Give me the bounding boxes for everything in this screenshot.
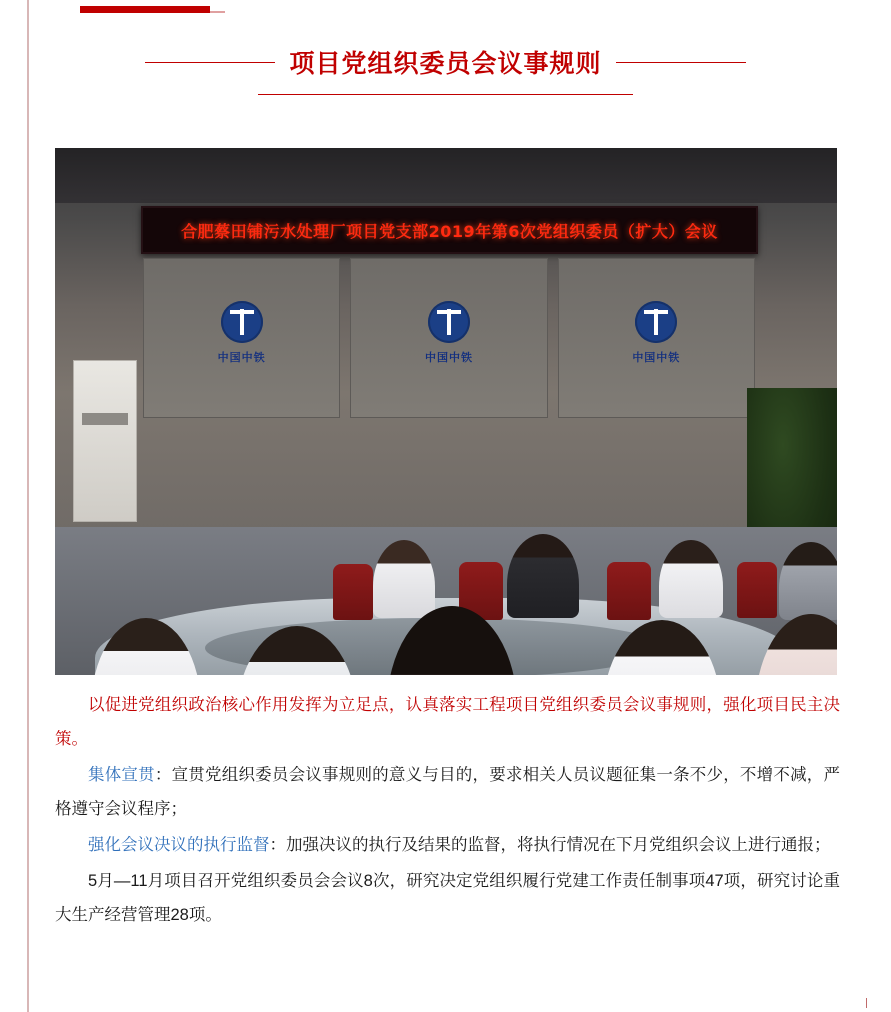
bottom-decorative-tick: [866, 998, 867, 1008]
title-row: [0, 44, 891, 80]
crrc-logo-icon: [221, 301, 263, 343]
page-title-block: [0, 44, 891, 95]
logo-caption: 中国中铁: [424, 352, 473, 364]
led-banner-text: 合肥蔡田铺污水处理厂项目党支部2019年第6次党组织委员（扩大）会议: [181, 221, 718, 241]
title-rule-right: [616, 62, 746, 63]
meeting-photo: [55, 148, 837, 675]
page-title: 项目党组织委员会议事规则: [289, 50, 602, 78]
paragraph-2: [55, 758, 840, 826]
air-conditioner-unit: [73, 360, 137, 522]
title-rule-left: [145, 62, 275, 63]
paragraph-2-text: ：宣贯党组织委员会议事规则的意义与目的，要求相关人员议题征集一条不少，不增不减，严格遵守会议程序；: [55, 766, 841, 818]
crrc-logo-icon: [635, 301, 677, 343]
paragraph-3: [55, 828, 840, 862]
top-accent-extension: [210, 11, 225, 13]
paragraph-3-lead: 强化会议决议的执行监督: [88, 836, 270, 854]
left-decorative-rule: [27, 0, 29, 1012]
wall-panel: [558, 258, 755, 418]
wall-panels: [143, 258, 755, 418]
chair-far-4: [737, 562, 777, 618]
document-body: [55, 688, 840, 934]
top-accent-thin-bar: [80, 11, 210, 13]
logo-caption: 中国中铁: [632, 352, 681, 364]
logo-caption: 中国中铁: [217, 352, 266, 364]
title-underline: [258, 94, 633, 95]
paragraph-1: 以促进党组织政治核心作用发挥为立足点，认真落实工程项目党组织委员会议事规则，强化项目民主决策。: [55, 696, 840, 748]
paragraph-4: 5月—11月项目召开党组织委员会会议8次，研究决定党组织履行党建工作责任制事项47项，研究讨论重大生产经营管理28项。: [55, 872, 840, 924]
logo-block: [596, 301, 716, 365]
logo-block: [182, 301, 302, 365]
paragraph-2-lead: 集体宣贯: [88, 766, 155, 784]
crrc-logo-icon: [428, 301, 470, 343]
photo-ceiling: [55, 148, 837, 203]
wall-panel: [143, 258, 340, 418]
led-banner: [141, 206, 758, 254]
chair-far-3: [607, 562, 651, 620]
chair-far-1: [333, 564, 373, 620]
logo-block: [389, 301, 509, 365]
wall-panel: [350, 258, 547, 418]
paragraph-3-text: ：加强决议的执行及结果的监督，将执行情况在下月党组织会议上进行通报；: [269, 836, 831, 854]
